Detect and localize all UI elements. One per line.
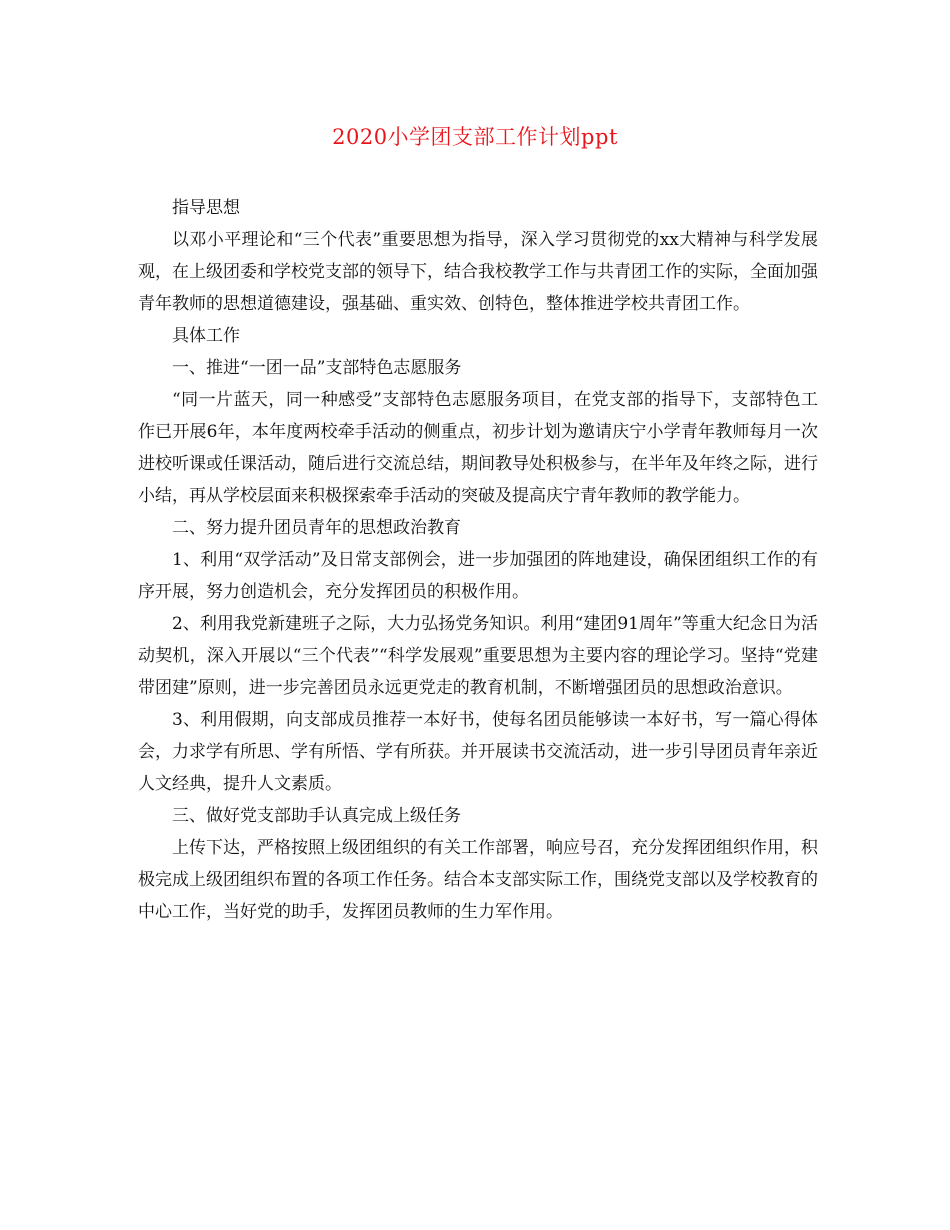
section-heading-guiding-ideology: 指导思想 bbox=[172, 198, 240, 218]
document-title: 2020小学团支部工作计划ppt bbox=[332, 125, 618, 149]
paragraph-item-2: 2、利用我党新建班子之际，大力弘扬党务知识。利用“建团91周年”等重大纪念日为活动契机，深入开展以“三个代表”“科学发展观”重要思想为主要内容的理论学习。坚持“党建带团建”原则，进一步完善团员永远更党走的教育机制，不断增强团员的思想政治意识。 bbox=[138, 614, 818, 698]
paragraph-item-1: 1、利用“双学活动”及日常支部例会，进一步加强团的阵地建设，确保团组织工作的有序开展，努力创造机会，充分发挥团员的积极作用。 bbox=[138, 550, 818, 602]
paragraph-guiding-ideology: 以邓小平理论和“三个代表”重要思想为指导，深入学习贯彻党的xx大精神与科学发展观，在上级团委和学校党支部的领导下，结合我校教学工作与共青团工作的实际，全面加强青年教师的思想道德建设，强基础、重实效、创特色，整体推进学校共青团工作。 bbox=[138, 230, 818, 314]
paragraph-superior-tasks: 上传下达，严格按照上级团组织的有关工作部署，响应号召，充分发挥团组织作用，积极完成上级团组织布置的各项工作任务。结合本支部实际工作，围绕党支部以及学校教育的中心工作，当好党的助手，发挥团员教师的生力军作用。 bbox=[138, 838, 818, 922]
section-heading-3: 三、做好党支部助手认真完成上级任务 bbox=[172, 806, 461, 826]
paragraph-volunteer-service: “同一片蓝天，同一种感受”支部特色志愿服务项目，在党支部的指导下，支部特色工作已开展6年，本年度两校牵手活动的侧重点，初步计划为邀请庆宁小学青年教师每月一次进校听课或任课活动，随后进行交流总结，期间教导处积极参与，在半年及年终之际，进行小结，再从学校层面来积极探索牵手活动的突破及提高庆宁青年教师的教学能力。 bbox=[138, 390, 818, 506]
section-heading-specific-work: 具体工作 bbox=[172, 326, 240, 346]
section-heading-2: 二、努力提升团员青年的思想政治教育 bbox=[172, 518, 461, 538]
section-heading-1: 一、推进“一团一品”支部特色志愿服务 bbox=[172, 358, 462, 378]
document-body bbox=[138, 192, 818, 928]
paragraph-item-3: 3、利用假期，向支部成员推荐一本好书，使每名团员能够读一本好书，写一篇心得体会，力求学有所思、学有所悟、学有所获。并开展读书交流活动，进一步引导团员青年亲近人文经典，提升人文素质。 bbox=[138, 710, 818, 794]
